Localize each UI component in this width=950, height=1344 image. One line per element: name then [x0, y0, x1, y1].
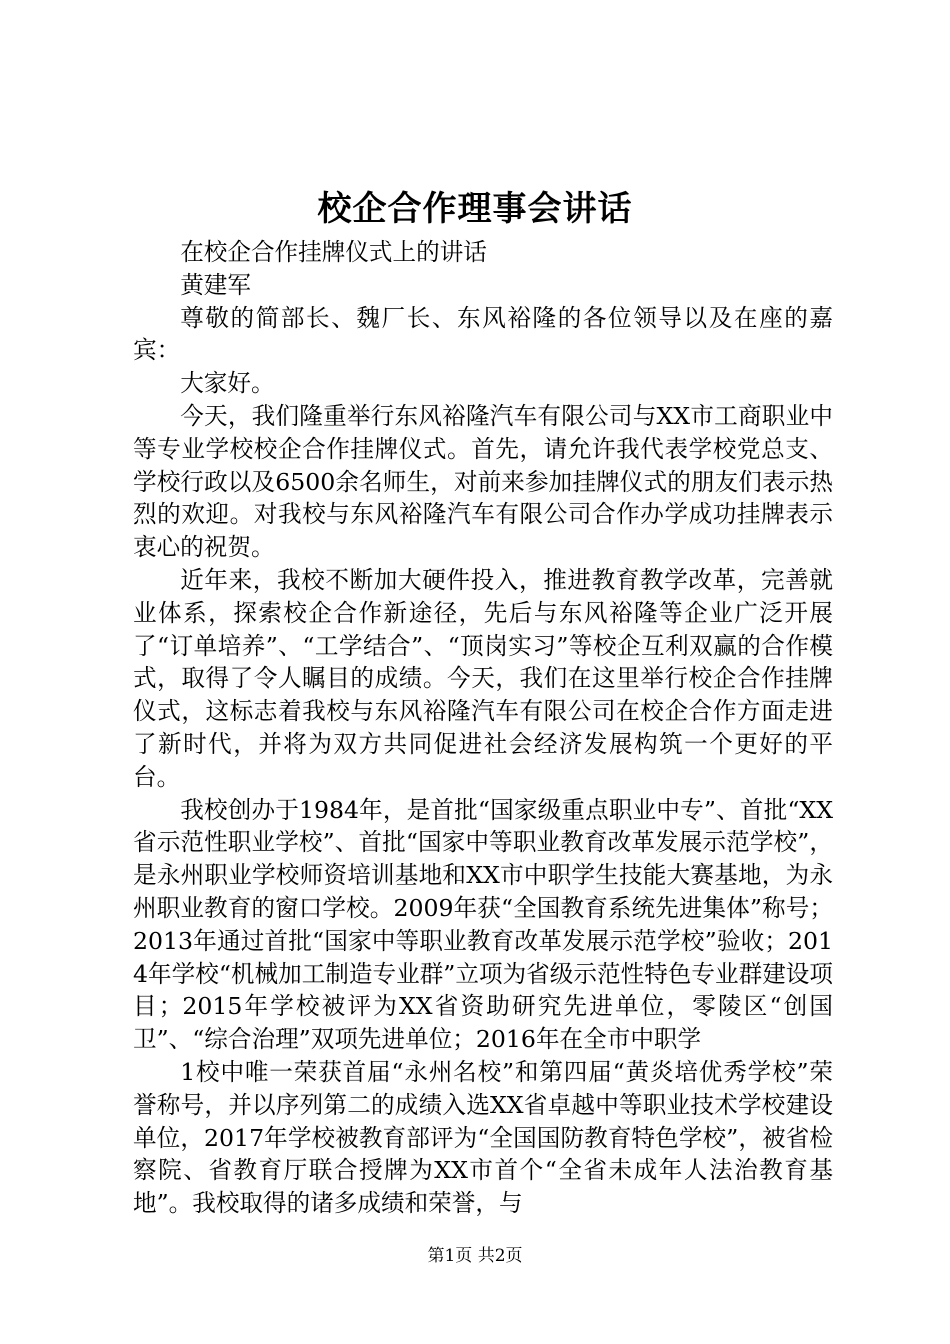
page-number-footer: 第1页 共2页	[427, 1246, 523, 1266]
document-title: 校企合作理事会讲话	[317, 189, 633, 229]
greeting-paragraph: 大家好。	[180, 369, 275, 398]
salutation-paragraph: 尊敬的简部长、魏厂长、东风裕隆的各位领导以及在座的嘉宾：	[133, 303, 833, 365]
document-body	[133, 236, 833, 1220]
body-paragraph: 近年来，我校不断加大硬件投入，推进教育教学改革，完善就业体系，探索校企合作新途径，先后与东风裕隆等企业广泛开展了“订单培养”、“工学结合”、“顶岗实习”等校企互利双赢的合作模式，取得了令人瞩目的成绩。今天，我们在这里举行校企合作挂牌仪式，这标志着我校与东风裕隆汽车有限公司在校企合作方面走进了新时代，并将为双方共同促进社会经济发展构筑一个更好的平台。	[133, 565, 833, 791]
body-paragraph: 1校中唯一荣获首届“永州名校”和第四届“黄炎培优秀学校”荣誉称号，并以序列第二的成绩入选XX省卓越中等职业技术学校建设单位，2017年学校被教育部评为“全国国防教育特色学校”，被省检察院、省教育厅联合授牌为XX市首个“全省未成年人法治教育基地”。我校取得的诸多成绩和荣誉，与	[133, 1057, 833, 1218]
body-paragraph: 我校创办于1984年，是首批“国家级重点职业中专”、首批“XX省示范性职业学校”、首批“国家中等职业教育改革发展示范学校”，是永州职业学校师资培训基地和XX市中职学生技能大赛基地，为永州职业教育的窗口学校。2009年获“全国教育系统先进集体”称号；2013年通过首批“国家中等职业教育改革发展示范学校”验收；2014年学校“机械加工制造专业群”立项为省级示范性特色专业群建设项目；2015年学校被评为XX省资助研究先进单位，零陵区“创国卫”、“综合治理”双项先进单位；2016年在全市中职学	[133, 795, 833, 1054]
speaker-name: 黄建军	[180, 270, 251, 299]
speech-subtitle: 在校企合作挂牌仪式上的讲话	[180, 238, 487, 266]
body-paragraph: 今天，我们隆重举行东风裕隆汽车有限公司与XX市工商职业中等专业学校校企合作挂牌仪式。首先，请允许我代表学校党总支、学校行政以及6500余名师生，对前来参加挂牌仪式的朋友们表示热烈的欢迎。对我校与东风裕隆汽车有限公司合作办学成功挂牌表示衷心的祝贺。	[133, 401, 833, 562]
